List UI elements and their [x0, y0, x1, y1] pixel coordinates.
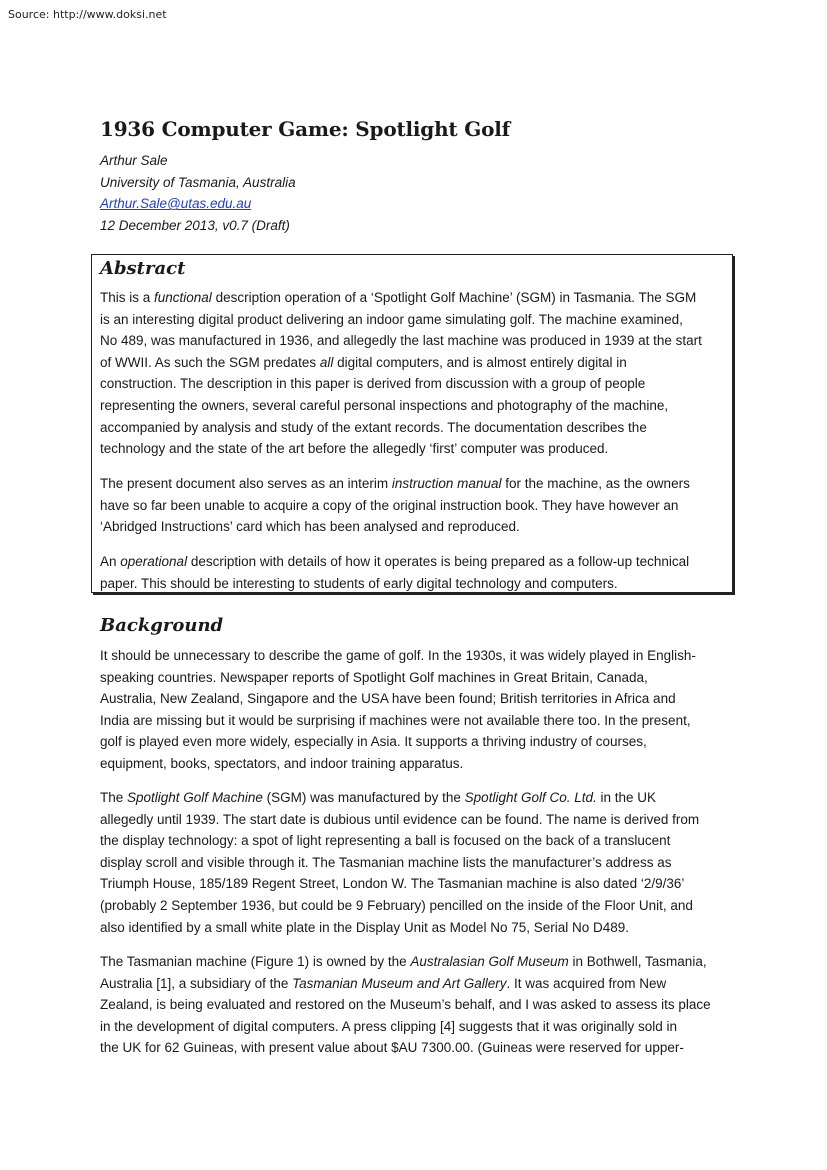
text-line [100, 873, 699, 895]
text-run: It should be unnecessary to describe the game of golf. In the 1930s, it was widely played in English- [100, 648, 696, 663]
text-run: in Bothwell, Tasmania, [568, 954, 707, 969]
text-run: in the development of digital computers. A press clipping [4] suggests that it was originally sold in [100, 1018, 678, 1034]
text-line [100, 473, 690, 495]
text-run: The [100, 790, 128, 805]
italic-term: functional [154, 290, 212, 305]
text-run: ‘Abridged Instructions’ card which has been analysed and reproduced. [100, 519, 520, 535]
text-line [100, 809, 699, 831]
text-run: India are missing but it would be surprising if machines were not available there too. In the present, [100, 712, 691, 728]
abstract-paragraph-1 [100, 287, 702, 460]
text-line [100, 551, 689, 573]
italic-term: Australasian Golf Museum [410, 954, 569, 969]
text-run: of WWII. As such the SGM predates [100, 354, 320, 370]
author-name: Arthur Sale [100, 153, 168, 168]
text-run: display scroll and visible through it. The Tasmanian machine lists the manufacturer’s address as [100, 854, 672, 870]
text-line [100, 917, 699, 939]
text-line [100, 688, 696, 710]
text-run: digital computers, and is almost entirely digital in [333, 354, 627, 370]
text-run: . It was acquired from New [506, 975, 667, 991]
text-line [100, 710, 696, 732]
text-run: This is a [100, 290, 155, 305]
text-line [100, 973, 711, 995]
text-run: representing the owners, several careful personal inspections and photography of the machine, [100, 397, 669, 413]
italic-term: all [319, 354, 334, 370]
text-line [100, 495, 690, 517]
text-line [100, 330, 702, 352]
text-line [100, 852, 699, 874]
text-line [100, 438, 702, 460]
abstract-paragraph-2 [100, 473, 690, 538]
text-run: construction. The description in this paper is derived from discussion with a group of people [100, 376, 646, 392]
background-paragraph-3 [100, 951, 711, 1059]
text-run: Australia [1], a subsidiary of the [100, 975, 293, 991]
text-run: (SGM) was manufactured by the [262, 790, 465, 805]
text-line [100, 895, 699, 917]
background-heading: Background [100, 615, 224, 636]
paper-title: 1936 Computer Game: Spotlight Golf [100, 117, 511, 141]
author-email-link[interactable]: Arthur.Sale@utas.edu.au [100, 196, 252, 212]
author-affiliation: University of Tasmania, Australia [100, 174, 296, 190]
text-run: golf is played even more widely, especially in Asia. It supports a thriving industry of courses, [100, 734, 647, 750]
text-line [100, 830, 699, 852]
text-run: (probably 2 September 1936, but could be 9 February) pencilled on the inside of the Floor Unit, and [100, 897, 693, 913]
text-run: Australia, New Zealand, Singapore and the USA have been found; British territories in Africa and [100, 691, 676, 707]
text-line [100, 573, 689, 595]
text-line [100, 951, 711, 973]
text-line [100, 1037, 711, 1059]
text-run: equipment, books, spectators, and indoor training apparatus. [100, 755, 464, 771]
text-run: The Tasmanian machine (Figure 1) is owned by the [100, 954, 411, 969]
text-line [100, 667, 696, 689]
text-run: have so far been unable to acquire a copy of the original instruction book. They have however an [100, 497, 679, 513]
text-line [100, 352, 702, 374]
text-run: allegedly until 1939. The start date is dubious until evidence can be found. The name is derived from [100, 811, 700, 827]
text-run: description with details of how it operates is being prepared as a follow-up technical [187, 554, 690, 569]
text-run: also identified by a small white plate in the Display Unit as Model No 75, Serial No D489. [100, 919, 630, 935]
author-block [100, 150, 296, 236]
text-line [100, 645, 696, 667]
abstract-paragraph-3 [100, 551, 689, 594]
text-line [100, 395, 702, 417]
text-line [100, 309, 702, 331]
text-line [100, 516, 690, 538]
text-line [100, 1016, 711, 1038]
text-run: An [100, 554, 121, 569]
abstract-heading: Abstract [100, 258, 186, 279]
text-run: speaking countries. Newspaper reports of Spotlight Golf machines in Great Britain, Canada, [100, 669, 648, 685]
italic-term: Spotlight Golf Co. Ltd. [464, 790, 597, 805]
text-line [100, 994, 711, 1016]
paper-date: 12 December 2013, v0.7 (Draft) [100, 217, 290, 233]
text-run: The present document also serves as an interim [100, 476, 392, 491]
text-line [100, 287, 702, 309]
text-line [100, 731, 696, 753]
text-run: for the machine, as the owners [501, 476, 690, 491]
text-run: technology and the state of the art before the allegedly ‘first’ computer was produced. [100, 441, 609, 457]
text-run: No 489, was manufactured in 1936, and allegedly the last machine was produced in 1939 at the start [100, 333, 702, 349]
text-run: paper. This should be interesting to students of early digital technology and computers. [100, 575, 618, 591]
text-run: the display technology: a spot of light representing a ball is focused on the back of a translucent [100, 833, 671, 849]
italic-term: Spotlight Golf Machine [127, 790, 263, 805]
text-line [100, 753, 696, 775]
italic-term: operational [120, 554, 188, 569]
background-paragraph-1 [100, 645, 696, 775]
background-paragraph-2 [100, 787, 699, 938]
text-run: description operation of a ‘Spotlight Golf Machine’ (SGM) in Tasmania. The SGM [211, 290, 697, 305]
text-line [100, 373, 702, 395]
text-run: Zealand, is being evaluated and restored on the Museum’s behalf, and I was asked to assess its place [100, 997, 711, 1013]
text-line [100, 417, 702, 439]
text-line [100, 787, 699, 809]
text-run: accompanied by analysis and study of the extant records. The documentation describes the [100, 419, 647, 435]
source-url: Source: http://www.doksi.net [8, 8, 167, 21]
text-run: is an interesting digital product delivering an indoor game simulating golf. The machine examined, [100, 311, 683, 327]
italic-term: Tasmanian Museum and Art Gallery [292, 975, 507, 991]
text-run: the UK for 62 Guineas, with present value about $AU 7300.00. (Guineas were reserved for upper- [100, 1040, 684, 1056]
italic-term: instruction manual [391, 476, 502, 491]
text-run: in the UK [596, 790, 657, 805]
text-run: Triumph House, 185/189 Regent Street, London W. The Tasmanian machine is also dated ‘2/9/36’ [100, 876, 685, 892]
